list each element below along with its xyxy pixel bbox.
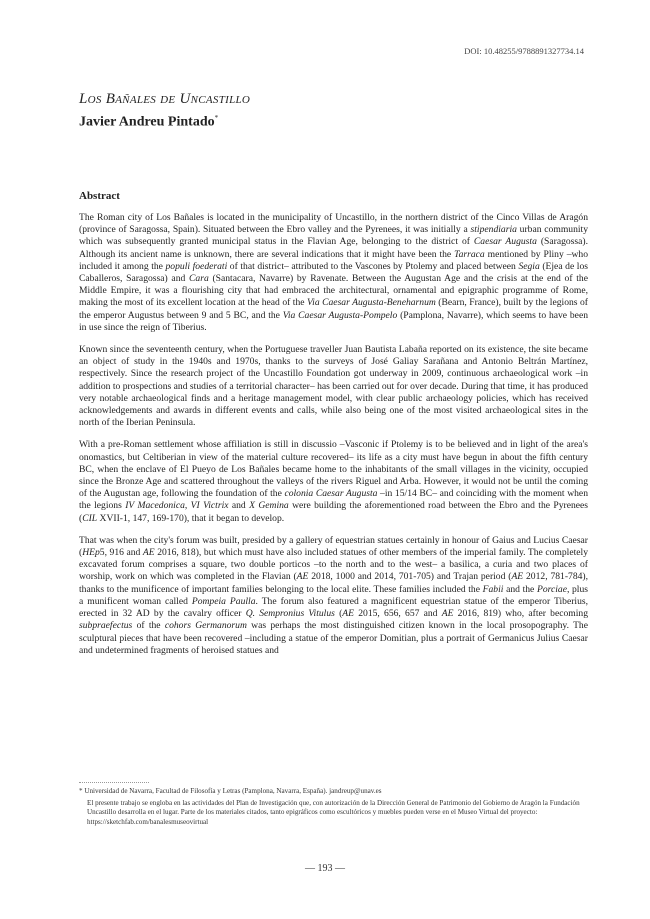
text-run: mentioned by Pliny –who included it among the	[79, 248, 589, 272]
doi-line: DOI: 10.48255/9788891327734.14	[464, 46, 584, 56]
text-run: (Santacara, Navarre) by Ravenate. Between the Augustan Age and the crisis at the end of the Middle Empire, it was a flourishing city that had embraced the architectural, ornamental and epigraphic programme of Rome, making the most of its excellent location at the head of the	[79, 273, 588, 309]
text-run: urban community which was subsequently granted municipal status in the Flavian Age, belonging to the district of	[79, 224, 588, 248]
italic-term: Cara	[189, 273, 209, 285]
abstract-paragraph-1	[79, 212, 588, 334]
italic-term: AE	[511, 571, 524, 583]
text-run: , plus a munificent woman called	[79, 583, 589, 607]
text-run: (Bearn, France), built by the legions of the emperor Augustus between 9 and 5 BC, and the	[79, 297, 588, 321]
text-run: That was when the city's forum was built, presided by a gallery of equestrian statues certainly in honour of Gaius and Lucius Caesar (	[79, 534, 588, 559]
text-run: of the	[132, 620, 165, 632]
text-run: were building the aforementioned road between the Ebro and the Pyrenees (	[79, 500, 589, 524]
footnote-separator	[79, 782, 149, 783]
text-run: 2012, 781-784), thanks to the munificence of important families belonging to the local elite. These families included the	[79, 571, 589, 595]
footnote-affiliation: * Universidad de Navarra, Facultad de Filosofía y Letras (Pamplona, Navarra, España). jandreup@unav.es	[79, 787, 382, 795]
text-run: (Saragossa). Although its ancient name is unknown, there are several indications that it might have been the	[79, 236, 588, 260]
italic-term: AE	[142, 547, 155, 559]
author-name	[79, 114, 218, 131]
text-run: 2015, 656, 657 and	[354, 608, 442, 620]
author-name-text: Javier Andreu Pintado	[79, 114, 215, 130]
text-run: (	[334, 608, 343, 620]
abstract-body	[79, 212, 588, 667]
text-run: was perhaps the most distinguished citizen known in the local prosopography. The sculptural pieces that have been recovered –including a statue of the emperor Domitian, plus a portrait of Germanicus Julius Caesar and undetermined fragments of heroised statues and	[79, 620, 588, 656]
text-run: The Roman city of Los Bañales is located in the municipality of Uncastillo, in the northern district of the Cinco Villas de Aragón (province of Saragossa, Spain). Situated between the Ebro valley and the Pyrenees, it was initially a	[79, 212, 588, 236]
text-run: 5, 916 and	[99, 547, 143, 559]
footnote-note: El presente trabajo se engloba en las actividades del Plan de Investigación que, con autorización de la Dirección General de Patrimonio del Gobierno de Aragón la Fundación Uncastillo desarrolla en el lugar. Parte de los materiales citados, tanto epigráficos como escultóricos y muebles pueden verse en el Museo Virtual del proyecto: https://sketchfab.com/banalesmuseovirtual	[87, 798, 580, 826]
page-number: — 193 —	[305, 863, 345, 874]
italic-term: AE	[441, 608, 454, 620]
italic-term: Porciae	[536, 583, 567, 595]
italic-term: cohors Germanorum	[164, 620, 247, 632]
text-run: 2016, 818), but which must have also included statues of other members of the imperial family. The completely excavated forum comprises a square, two double porticos –to the north and to the west– a basilica, a curia and two places of worship, work on which was completed in the Flavian (	[79, 547, 588, 583]
text-run: . The forum also featured a magnificent equestrian statue of the emperor Tiberius, erected in 32 AD by the cavalry officer	[79, 595, 588, 620]
text-run: and the	[503, 583, 537, 595]
abstract-paragraph-3	[79, 439, 588, 524]
text-run: (Ejea de los Caballeros, Saragossa) and	[79, 260, 588, 285]
italic-term: AE	[342, 608, 355, 620]
italic-term: Via Caesar Augusta-Pompelo	[282, 309, 398, 321]
italic-term: subpraefectus	[79, 620, 133, 632]
text-run: With a pre-Roman settlement whose affiliation is still in discussio –Vasconic if Ptolemy is to be believed and in light of the area's onomastics, but Celtiberian in view of the material culture recovered– its life as a city must have begun in about the fifth century BC, when the enclave of El Pueyo de Los Bañales became home to the inhabitants of the small villages in the vicinity, occupied since the Bronze Age and scattered throughout the valleys of the rivers Riguel and Arba. However, it would not be until the coming of the Augustan age, following the foundation of the	[79, 439, 588, 500]
text-run: (Pamplona, Navarre), which seems to have been in use since the reign of Tiberius.	[79, 309, 588, 333]
text-run: ,	[184, 500, 191, 512]
text-run: XVII-1, 147, 169-170), that it began to develop.	[97, 512, 285, 524]
footnote-block	[79, 787, 588, 827]
italic-term: VI Victrix	[190, 500, 229, 512]
abstract-paragraph-4	[79, 535, 588, 657]
italic-term: Tarraca	[454, 248, 485, 260]
italic-term: Fabii	[482, 583, 504, 595]
italic-term: IV Macedonica	[125, 500, 185, 512]
text-run: and	[228, 500, 250, 512]
italic-term: colonia Caesar Augusta	[284, 488, 378, 500]
italic-term: CIL	[82, 512, 98, 524]
italic-term: Segia	[518, 260, 540, 272]
abstract-heading: Abstract	[79, 190, 120, 202]
italic-term: stipendiaria	[470, 224, 517, 236]
article-title: Los Bañales de Uncastillo	[79, 91, 251, 107]
italic-term: populi foederati	[165, 260, 228, 272]
italic-term: HEp	[82, 547, 100, 559]
italic-term: X Gemina	[249, 500, 289, 512]
text-run: 2018, 1000 and 2014, 701-705) and Trajan period (	[308, 571, 512, 583]
italic-term: Via Caesar Augusta-Beneharnum	[307, 297, 436, 309]
abstract-paragraph-2: Known since the seventeenth century, when the Portuguese traveller Juan Bautista Labaña reported on its existence, the site became an object of study in the 1940s and 1970s, thanks to the surveys of José Galiay Sarañana and Antonio Beltrán Martínez, respectively. Since the research project of the Uncastillo Foundation got underway in 2009, continuous archaeological work –in addition to prospections and studies of a territorial character– has been carried out for over decade. During that time, it has produced very notable archaeological finds and a heritage management model, with clear public archaeology policies, which has received acknowledgements and awards in different events and calls, while also being one of the most visited archaeological sites in the north of the Iberian Peninsula.	[79, 344, 588, 429]
text-run: of that district– attributed to the Vascones by Ptolemy and placed between	[227, 260, 519, 272]
italic-term: AE	[296, 571, 309, 583]
italic-term: Caesar Augusta	[473, 236, 537, 248]
text-run: –in 15/14 BC– and coinciding with the moment when the legions	[79, 488, 588, 512]
author-footnote-mark: *	[214, 114, 219, 122]
text-run: 2016, 819) who, after becoming	[453, 608, 588, 620]
italic-term: Q. Sempronius Vitulus	[245, 608, 335, 620]
italic-term: Pompeia Paulla	[191, 595, 256, 607]
